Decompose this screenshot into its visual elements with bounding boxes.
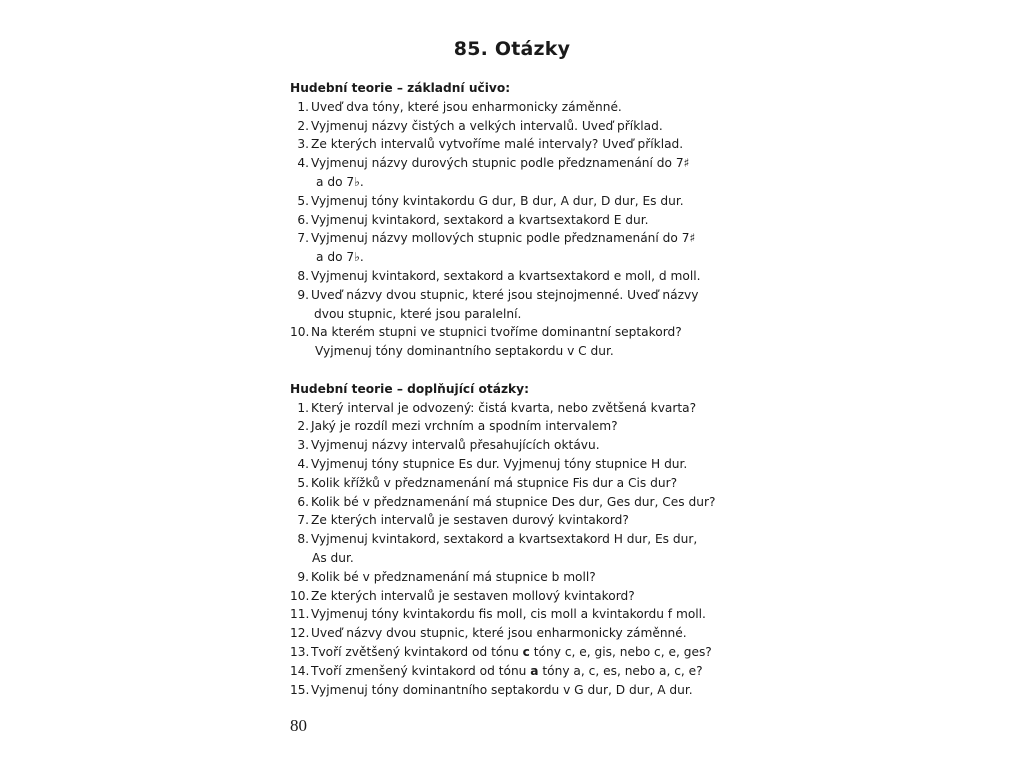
question-text: Ze kterých intervalů vytvoříme malé intervaly? Uveď příklad. (311, 137, 684, 152)
question-number: 15. (290, 682, 310, 697)
question-text-continuation: a do 7♭. (316, 174, 364, 189)
question-text: Vyjmenuj názvy intervalů přesahujících oktávu. (311, 438, 600, 453)
question-item (290, 267, 760, 286)
question-number: 9. (297, 287, 309, 302)
question-item (290, 417, 760, 436)
question-text: Kolik bé v předznamenání má stupnice b moll? (311, 569, 596, 584)
question-number: 5. (297, 193, 309, 208)
question-text: Vyjmenuj názvy durových stupnic podle předznamenání do 7♯ (311, 156, 690, 171)
question-item (290, 605, 760, 624)
question-number: 7. (297, 513, 309, 528)
question-text: Vyjmenuj kvintakord, sextakord a kvartsextakord E dur. (311, 212, 649, 227)
question-text: Uveď názvy dvou stupnic, které jsou enharmonicky záměnné. (311, 626, 687, 641)
question-text (311, 662, 703, 681)
question-text: Který interval je odvozený: čistá kvarta, nebo zvětšená kvarta? (311, 400, 697, 415)
section-heading-basic: Hudební teorie – základní učivo: (290, 81, 511, 95)
question-item (290, 98, 760, 117)
question-number: 6. (297, 212, 309, 227)
question-item (290, 135, 760, 154)
question-text-part: Tvoří zmenšený kvintakord od tónu (311, 663, 531, 678)
question-number: 7. (297, 231, 309, 246)
question-number: 5. (297, 475, 309, 490)
question-text: Kolik bé v předznamenání má stupnice Des dur, Ges dur, Ces dur? (311, 494, 716, 509)
question-number: 1. (297, 99, 309, 114)
question-number: 11. (290, 607, 310, 622)
question-content (290, 79, 760, 699)
question-number: 10. (290, 325, 310, 340)
question-number: 1. (297, 400, 309, 415)
question-number: 4. (297, 456, 309, 471)
question-item (290, 568, 760, 587)
question-text: Ze kterých intervalů je sestaven durový kvintakord? (311, 513, 629, 528)
question-item (290, 211, 760, 230)
question-number: 2. (297, 118, 309, 133)
question-item (290, 436, 760, 455)
question-number: 9. (297, 569, 309, 584)
question-item (290, 455, 760, 474)
question-item (290, 511, 760, 530)
question-item (290, 399, 760, 418)
question-item (290, 530, 760, 568)
question-number: 2. (297, 419, 309, 434)
question-number: 3. (297, 137, 309, 152)
question-text: Na kterém stupni ve stupnici tvoříme dominantní septakord? (311, 325, 682, 340)
question-number: 10. (290, 588, 310, 603)
section-spacer (290, 361, 760, 380)
question-text: Vyjmenuj kvintakord, sextakord a kvartsextakord H dur, Es dur, (311, 532, 698, 547)
question-item (290, 229, 760, 267)
page-title: 85. Otázky (453, 38, 571, 60)
question-number: 8. (297, 268, 309, 283)
question-text: Kolik křížků v předznamenání má stupnice Fis dur a Cis dur? (311, 475, 678, 490)
question-text-bold-tone: a (530, 663, 539, 678)
question-text: Vyjmenuj kvintakord, sextakord a kvartsextakord e moll, d moll. (311, 268, 701, 283)
question-text: Vyjmenuj názvy čistých a velkých intervalů. Uveď příklad. (311, 118, 663, 133)
question-item (290, 154, 760, 192)
question-item (290, 587, 760, 606)
question-text-part: tóny a, c, es, nebo a, c, e? (538, 663, 703, 678)
question-number: 13. (290, 644, 310, 659)
question-text: Uveď názvy dvou stupnic, které jsou stejnojmenné. Uveď názvy (311, 287, 699, 302)
question-text-continuation: a do 7♭. (316, 250, 364, 265)
question-text: Vyjmenuj tóny dominantního septakordu v G dur, D dur, A dur. (311, 682, 693, 697)
question-number: 3. (297, 438, 309, 453)
question-item (290, 192, 760, 211)
question-number: 12. (290, 626, 310, 641)
question-item (290, 117, 760, 136)
question-item (290, 493, 760, 512)
question-text: Vyjmenuj tóny stupnice Es dur. Vyjmenuj tóny stupnice H dur. (311, 456, 688, 471)
question-text-part: Tvoří zvětšený kvintakord od tónu (311, 644, 523, 659)
question-item (290, 286, 760, 324)
question-text: Ze kterých intervalů je sestaven mollový kvintakord? (311, 588, 635, 603)
question-number: 14. (290, 663, 310, 678)
question-item (290, 662, 760, 681)
question-text-part: tóny c, e, gis, nebo c, e, ges? (529, 644, 712, 659)
question-text: Vyjmenuj názvy mollových stupnic podle předznamenání do 7♯ (311, 231, 696, 246)
question-text-bold-tone: c (522, 644, 530, 659)
question-item (290, 624, 760, 643)
question-text: Jaký je rozdíl mezi vrchním a spodním intervalem? (311, 419, 618, 434)
page-number: 80 (290, 716, 307, 735)
question-number: 4. (297, 156, 309, 171)
question-text-continuation: Vyjmenuj tóny dominantního septakordu v C dur. (315, 344, 614, 359)
question-text: Uveď dva tóny, které jsou enharmonicky záměnné. (311, 99, 622, 114)
question-number: 6. (297, 494, 309, 509)
question-text (311, 643, 712, 662)
question-text: Vyjmenuj tóny kvintakordu fis moll, cis moll a kvintakordu f moll. (311, 607, 706, 622)
question-number: 8. (297, 532, 309, 547)
question-text-continuation: dvou stupnic, které jsou paralelní. (314, 306, 522, 321)
question-item (290, 474, 760, 493)
section-heading-supplementary: Hudební teorie – doplňující otázky: (290, 381, 529, 396)
question-item (290, 643, 760, 662)
question-text-continuation: As dur. (312, 550, 354, 565)
question-text: Vyjmenuj tóny kvintakordu G dur, B dur, A dur, D dur, Es dur. (311, 193, 684, 208)
question-item (290, 681, 760, 700)
question-item (290, 323, 760, 361)
